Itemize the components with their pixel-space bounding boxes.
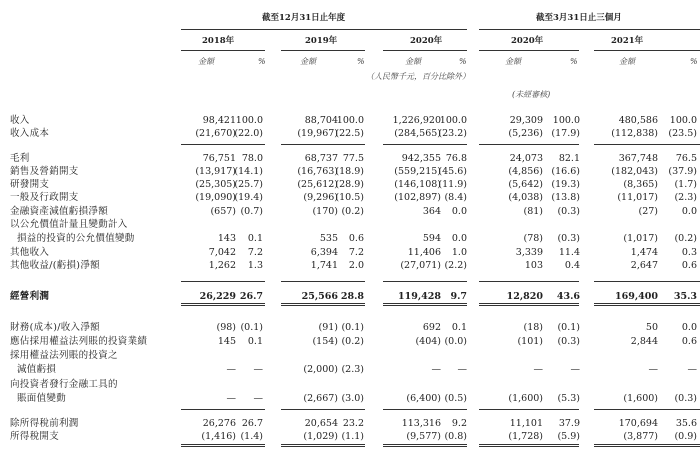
percent-cell: (28.9) [335,179,364,190]
percent-cell: (14.1) [234,166,263,177]
percent-cell: (0.8) [444,431,467,442]
percent-cell: (23.5) [668,128,697,139]
amount-cell: (6,400) [406,393,441,404]
amount-cell: (657) [210,206,236,217]
pct-header: % [459,57,467,66]
amount-cell: 76,751 [202,153,236,164]
percent-cell: (0.5) [444,393,467,404]
percent-cell: 77.5 [342,153,364,164]
total-rule [594,144,700,145]
percent-cell: (19.4) [234,192,263,203]
row-label: 賬面值變動 [17,393,67,404]
amount-cell: (559,215) [394,166,441,177]
year-rule [479,50,579,51]
total-rule [479,409,579,410]
row-label: 向投資者發行金融工具的 [10,379,118,390]
percent-cell: (0.1) [240,322,263,333]
percent-cell: — [253,364,263,375]
amount-cell: (9,296) [303,192,338,203]
amount-cell: 12,820 [506,291,543,302]
amount-cell: 6,394 [310,247,338,258]
amount-cell: (8,365) [623,179,658,190]
percent-cell: 2.0 [348,260,364,271]
percent-cell: (0.2) [674,233,697,244]
row-label: 財務(成本)/收入淨額 [10,322,100,333]
amount-cell: 25,566 [301,291,338,302]
row-label: 損益的投資的公允價值變動 [17,233,135,244]
amount-header: 金額 [505,57,521,66]
row-label: 收入 [10,115,30,126]
total-rule [594,281,700,282]
total-rule [181,444,265,447]
amount-cell: 50 [645,322,658,333]
percent-cell: 37.9 [558,418,580,429]
amount-cell: 11,101 [509,418,543,429]
percent-cell: (1.1) [341,431,364,442]
year-header: 2020年 [511,36,544,46]
percent-cell: 0.6 [681,260,697,271]
amount-cell: (170) [312,206,338,217]
total-rule [181,303,265,306]
amount-cell: 24,073 [509,153,543,164]
amount-cell: (19,090) [195,192,236,203]
amount-cell: 98,421 [202,115,236,126]
amount-cell: (19,967) [297,128,338,139]
row-label: 應佔採用權益法列賬的投資業績 [10,336,148,347]
amount-cell: (2,000) [303,364,338,375]
total-rule [594,409,700,410]
amount-header: 金額 [405,57,421,66]
amount-cell: — [533,364,543,375]
amount-cell: 26,229 [199,291,236,302]
percent-cell: (22.5) [335,128,364,139]
amount-cell: (21,670) [195,128,236,139]
amount-cell: 1,474 [630,247,658,258]
percent-cell: 0.0 [451,206,467,217]
percent-cell: (0.3) [557,336,580,347]
row-label: 收入成本 [10,128,50,139]
percent-cell: 9.2 [451,418,467,429]
amount-cell: 20,654 [304,418,338,429]
amount-cell: (112,838) [611,128,658,139]
amount-cell: (25,612) [297,179,338,190]
amount-cell: (16,763) [297,166,338,177]
percent-cell: (25.7) [234,179,263,190]
amount-cell: 594 [422,233,441,244]
percent-cell: 0.4 [564,260,580,271]
percent-cell: 11.4 [558,247,580,258]
pct-header: % [357,57,365,66]
year-header: 2018年 [202,36,235,46]
unit-note: （人民幣千元，百分比除外） [366,72,470,81]
percent-cell: 78.0 [241,153,263,164]
percent-cell: 9.7 [450,291,467,302]
percent-cell: (0.1) [557,322,580,333]
pct-header: % [570,57,578,66]
row-label: 研發開支 [10,179,50,190]
percent-cell: 35.6 [675,418,697,429]
total-rule [479,281,579,282]
amount-cell: (18) [523,322,543,333]
percent-cell: 0.6 [681,336,697,347]
amount-cell: (5,236) [508,128,543,139]
percent-cell: (1.4) [240,431,263,442]
amount-cell: (3,877) [623,431,658,442]
percent-cell: 43.6 [556,291,580,302]
amount-cell: 143 [217,233,236,244]
amount-header: 金額 [198,57,214,66]
percent-cell: (1.7) [674,179,697,190]
amount-cell: (182,043) [611,166,658,177]
percent-cell: (13.8) [551,192,580,203]
amount-cell: (146,108) [394,179,441,190]
total-rule [383,409,467,410]
percent-cell: 7.2 [348,247,364,258]
percent-cell: — [570,364,580,375]
amount-cell: 1,741 [310,260,338,271]
amount-cell: (98) [216,322,236,333]
amount-cell: (404) [415,336,441,347]
amount-cell: 11,406 [407,247,441,258]
percent-cell: (3.0) [341,393,364,404]
amount-cell: 1,226,920 [392,115,441,126]
header-group-quarterly: 截至3月31日止三個月 [536,13,622,23]
amount-cell: (5,642) [508,179,543,190]
percent-cell: (17.9) [551,128,580,139]
percent-cell: 100.0 [439,115,467,126]
percent-cell: 0.1 [247,336,263,347]
percent-cell: (2.3) [674,192,697,203]
percent-cell: 1.3 [247,260,263,271]
amount-cell: (1,416) [201,431,236,442]
percent-cell: (0.1) [341,322,364,333]
percent-cell: 0.0 [681,206,697,217]
amount-cell: (27) [638,206,658,217]
percent-cell: 100.0 [552,115,580,126]
year-rule [594,50,700,51]
year-rule [281,50,365,51]
percent-cell: 0.0 [451,233,467,244]
percent-cell: (0.3) [557,206,580,217]
percent-cell: — [457,364,467,375]
amount-cell: (4,038) [508,192,543,203]
percent-cell: 100.0 [235,115,263,126]
amount-cell: 364 [422,206,441,217]
amount-cell: (11,017) [617,192,658,203]
total-rule [383,281,467,282]
percent-cell: (16.6) [551,166,580,177]
percent-cell: (19.3) [551,179,580,190]
amount-cell: (1,600) [508,393,543,404]
amount-cell: 2,844 [630,336,658,347]
row-label: 減值虧損 [17,364,57,375]
percent-cell: — [687,364,697,375]
percent-cell: (2.3) [341,364,364,375]
percent-cell: 0.1 [451,322,467,333]
amount-cell: 535 [319,233,338,244]
amount-header: 金額 [300,57,316,66]
year-header: 2019年 [305,36,338,46]
percent-cell: (0.0) [444,336,467,347]
percent-cell: 26.7 [239,291,263,302]
amount-cell: 170,694 [618,418,658,429]
row-label: 一般及行政開支 [10,192,79,203]
amount-cell: — [648,364,658,375]
amount-cell: 3,339 [515,247,543,258]
total-rule [383,444,467,447]
year-header: 2021年 [611,36,644,46]
percent-cell: 100.0 [669,115,697,126]
total-rule [479,144,579,145]
amount-cell: (81) [523,206,543,217]
row-label: 以公允價值計量且變動計入 [10,219,128,230]
amount-cell: (154) [312,336,338,347]
amount-cell: 68,737 [304,153,338,164]
percent-cell: — [253,393,263,404]
amount-cell: 113,316 [401,418,441,429]
total-rule [181,144,265,145]
pct-header: % [258,57,266,66]
amount-cell: — [431,364,441,375]
percent-cell: 0.1 [247,233,263,244]
percent-cell: (5.9) [557,431,580,442]
amount-cell: 103 [524,260,543,271]
row-label: 毛利 [10,153,30,164]
total-rule [281,144,365,145]
percent-cell: 28.8 [340,291,364,302]
amount-cell: (101) [517,336,543,347]
amount-cell: (78) [523,233,543,244]
year-rule [383,50,467,51]
amount-cell: 169,400 [615,291,658,302]
percent-cell: (2.2) [444,260,467,271]
percent-cell: 35.3 [673,291,697,302]
amount-cell: (4,856) [508,166,543,177]
amount-cell: (102,897) [394,192,441,203]
amount-cell: 29,309 [509,115,543,126]
header-rule-annual [181,29,467,30]
percent-cell: 7.2 [247,247,263,258]
total-rule [383,144,467,145]
total-rule [281,281,365,282]
total-rule [479,303,579,306]
row-label: 所得稅開支 [10,431,60,442]
unaudited-note: (未經審核) [512,90,551,99]
amount-cell: 480,586 [618,115,658,126]
percent-cell: (0.7) [240,206,263,217]
amount-cell: 145 [217,336,236,347]
amount-cell: (91) [318,322,338,333]
percent-cell: (45.6) [438,166,467,177]
row-label: 其他收益/(虧損)淨額 [10,260,100,271]
percent-cell: (0.2) [341,206,364,217]
amount-cell: (27,071) [400,260,441,271]
percent-cell: (0.3) [674,393,697,404]
percent-cell: 26.7 [241,418,263,429]
amount-cell: (13,917) [195,166,236,177]
amount-cell: 2,647 [630,260,658,271]
amount-cell: 7,042 [208,247,236,258]
row-label: 除所得稅前利潤 [10,418,79,429]
percent-cell: 23.2 [342,418,364,429]
percent-cell: 100.0 [336,115,364,126]
amount-cell: 1,262 [208,260,236,271]
percent-cell: (23.2) [438,128,467,139]
amount-header: 金額 [619,57,635,66]
pct-header: % [690,57,698,66]
total-rule [383,303,467,306]
amount-cell: — [226,364,236,375]
year-header: 2020年 [410,36,443,46]
header-rule-quarterly [479,29,700,30]
total-rule [281,444,365,447]
amount-cell: (1,728) [508,431,543,442]
row-label: 其他收入 [10,247,50,258]
amount-cell: 119,428 [398,291,441,302]
percent-cell: (0.3) [557,233,580,244]
percent-cell: (10.5) [335,192,364,203]
percent-cell: (11.9) [438,179,467,190]
amount-cell: (1,029) [303,431,338,442]
amount-cell: 88,704 [304,115,338,126]
percent-cell: (0.9) [674,431,697,442]
amount-cell: (284,565) [394,128,441,139]
amount-cell: (25,305) [195,179,236,190]
percent-cell: (8.4) [444,192,467,203]
percent-cell: (37.9) [668,166,697,177]
percent-cell: 76.5 [675,153,697,164]
amount-cell: (1,600) [623,393,658,404]
amount-cell: 942,355 [401,153,441,164]
amount-cell: (2,667) [303,393,338,404]
amount-cell: (1,017) [623,233,658,244]
total-rule [181,281,265,282]
year-rule [181,50,265,51]
percent-cell: 76.8 [445,153,467,164]
percent-cell: 82.1 [558,153,580,164]
amount-cell: 367,748 [618,153,658,164]
amount-cell: (9,577) [406,431,441,442]
amount-cell: 26,276 [202,418,236,429]
row-label: 採用權益法列賬的投資之 [10,350,118,361]
total-rule [181,409,265,410]
total-rule [281,409,365,410]
percent-cell: 0.3 [681,247,697,258]
header-group-annual: 截至12月31日止年度 [262,13,346,23]
total-rule [281,303,365,306]
total-rule [594,303,700,306]
amount-cell: — [226,393,236,404]
percent-cell: 1.0 [451,247,467,258]
total-rule [594,444,700,447]
percent-cell: 0.6 [348,233,364,244]
amount-cell: 692 [422,322,441,333]
percent-cell: (22.0) [234,128,263,139]
row-label: 金融資產減值虧損淨額 [10,206,109,217]
percent-cell: 0.0 [681,322,697,333]
row-label: 經營利潤 [10,291,50,302]
total-rule [479,444,579,447]
percent-cell: (18.9) [335,166,364,177]
percent-cell: (5.3) [557,393,580,404]
percent-cell: (0.2) [341,336,364,347]
row-label: 銷售及營銷開支 [10,166,79,177]
